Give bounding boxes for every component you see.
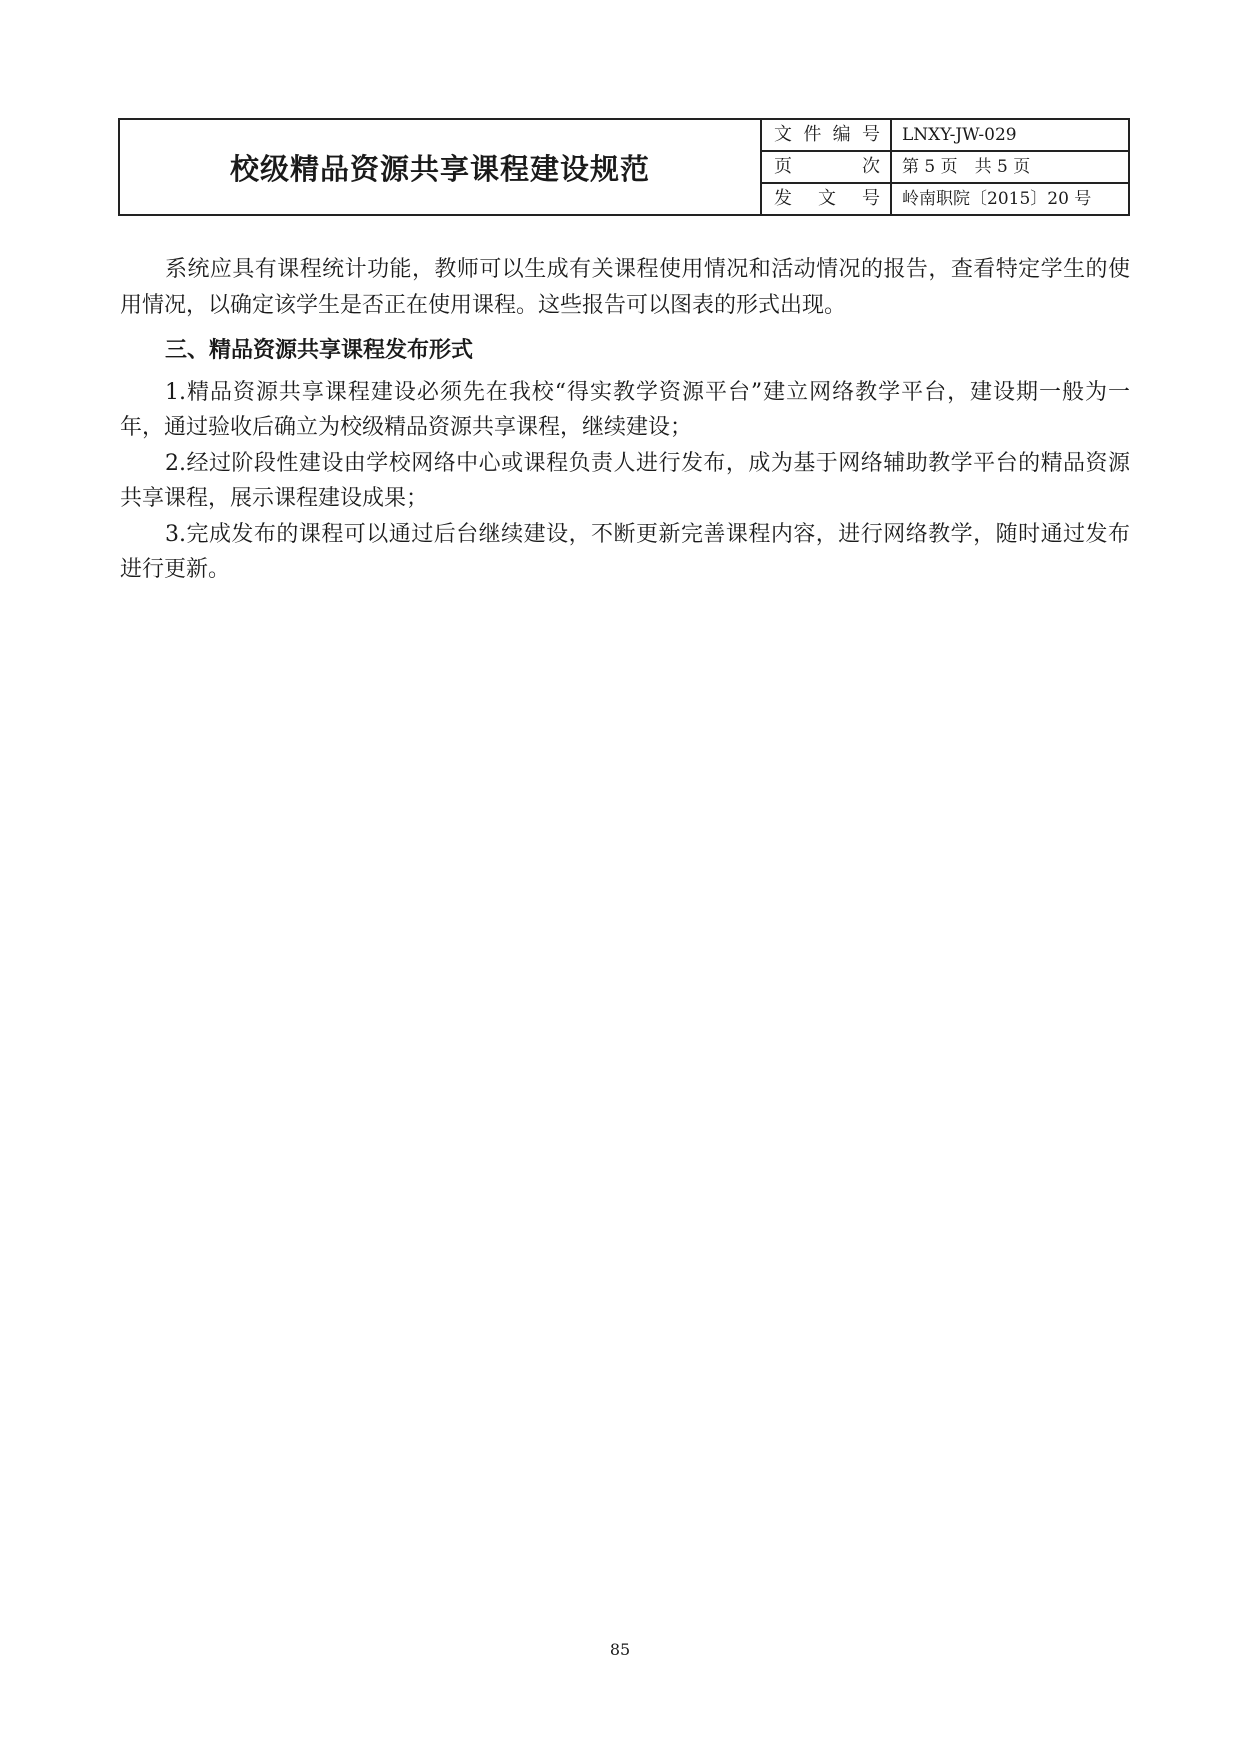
list-item-3: 3.完成发布的课程可以通过后台继续建设，不断更新完善课程内容，进行网络教学，随时通过发布进行更新。: [120, 521, 1130, 582]
document-header-table: [118, 118, 1130, 216]
list-item-1: 1.精品资源共享课程建设必须先在我校“得实教学资源平台”建立网络教学平台，建设期一般为一年，通过验收后确立为校级精品资源共享课程，继续建设；: [120, 379, 1130, 440]
file-number-label: 文 件 编 号: [761, 119, 891, 151]
paragraph-statistics: 系统应具有课程统计功能，教师可以生成有关课程使用情况和活动情况的报告，查看特定学生的使用情况，以确定该学生是否正在使用课程。这些报告可以图表的形式出现。: [120, 257, 1130, 318]
document-body: [120, 252, 1130, 588]
section-heading: 三、精品资源共享课程发布形式: [165, 338, 474, 363]
issue-number-value: 岭南职院〔2015〕20 号: [891, 183, 1129, 215]
issue-number-label: 发 文 号: [761, 183, 891, 215]
page-number: 85: [609, 1640, 631, 1659]
list-item-2: 2.经过阶段性建设由学校网络中心或课程负责人进行发布，成为基于网络辅助教学平台的精品资源共享课程，展示课程建设成果；: [120, 450, 1130, 511]
document-title: 校级精品资源共享课程建设规范: [119, 119, 761, 215]
page-label: 页 次: [761, 151, 891, 183]
file-number-value: LNXY-JW-029: [891, 119, 1129, 151]
page-value: 第 5 页 共 5 页: [891, 151, 1129, 183]
